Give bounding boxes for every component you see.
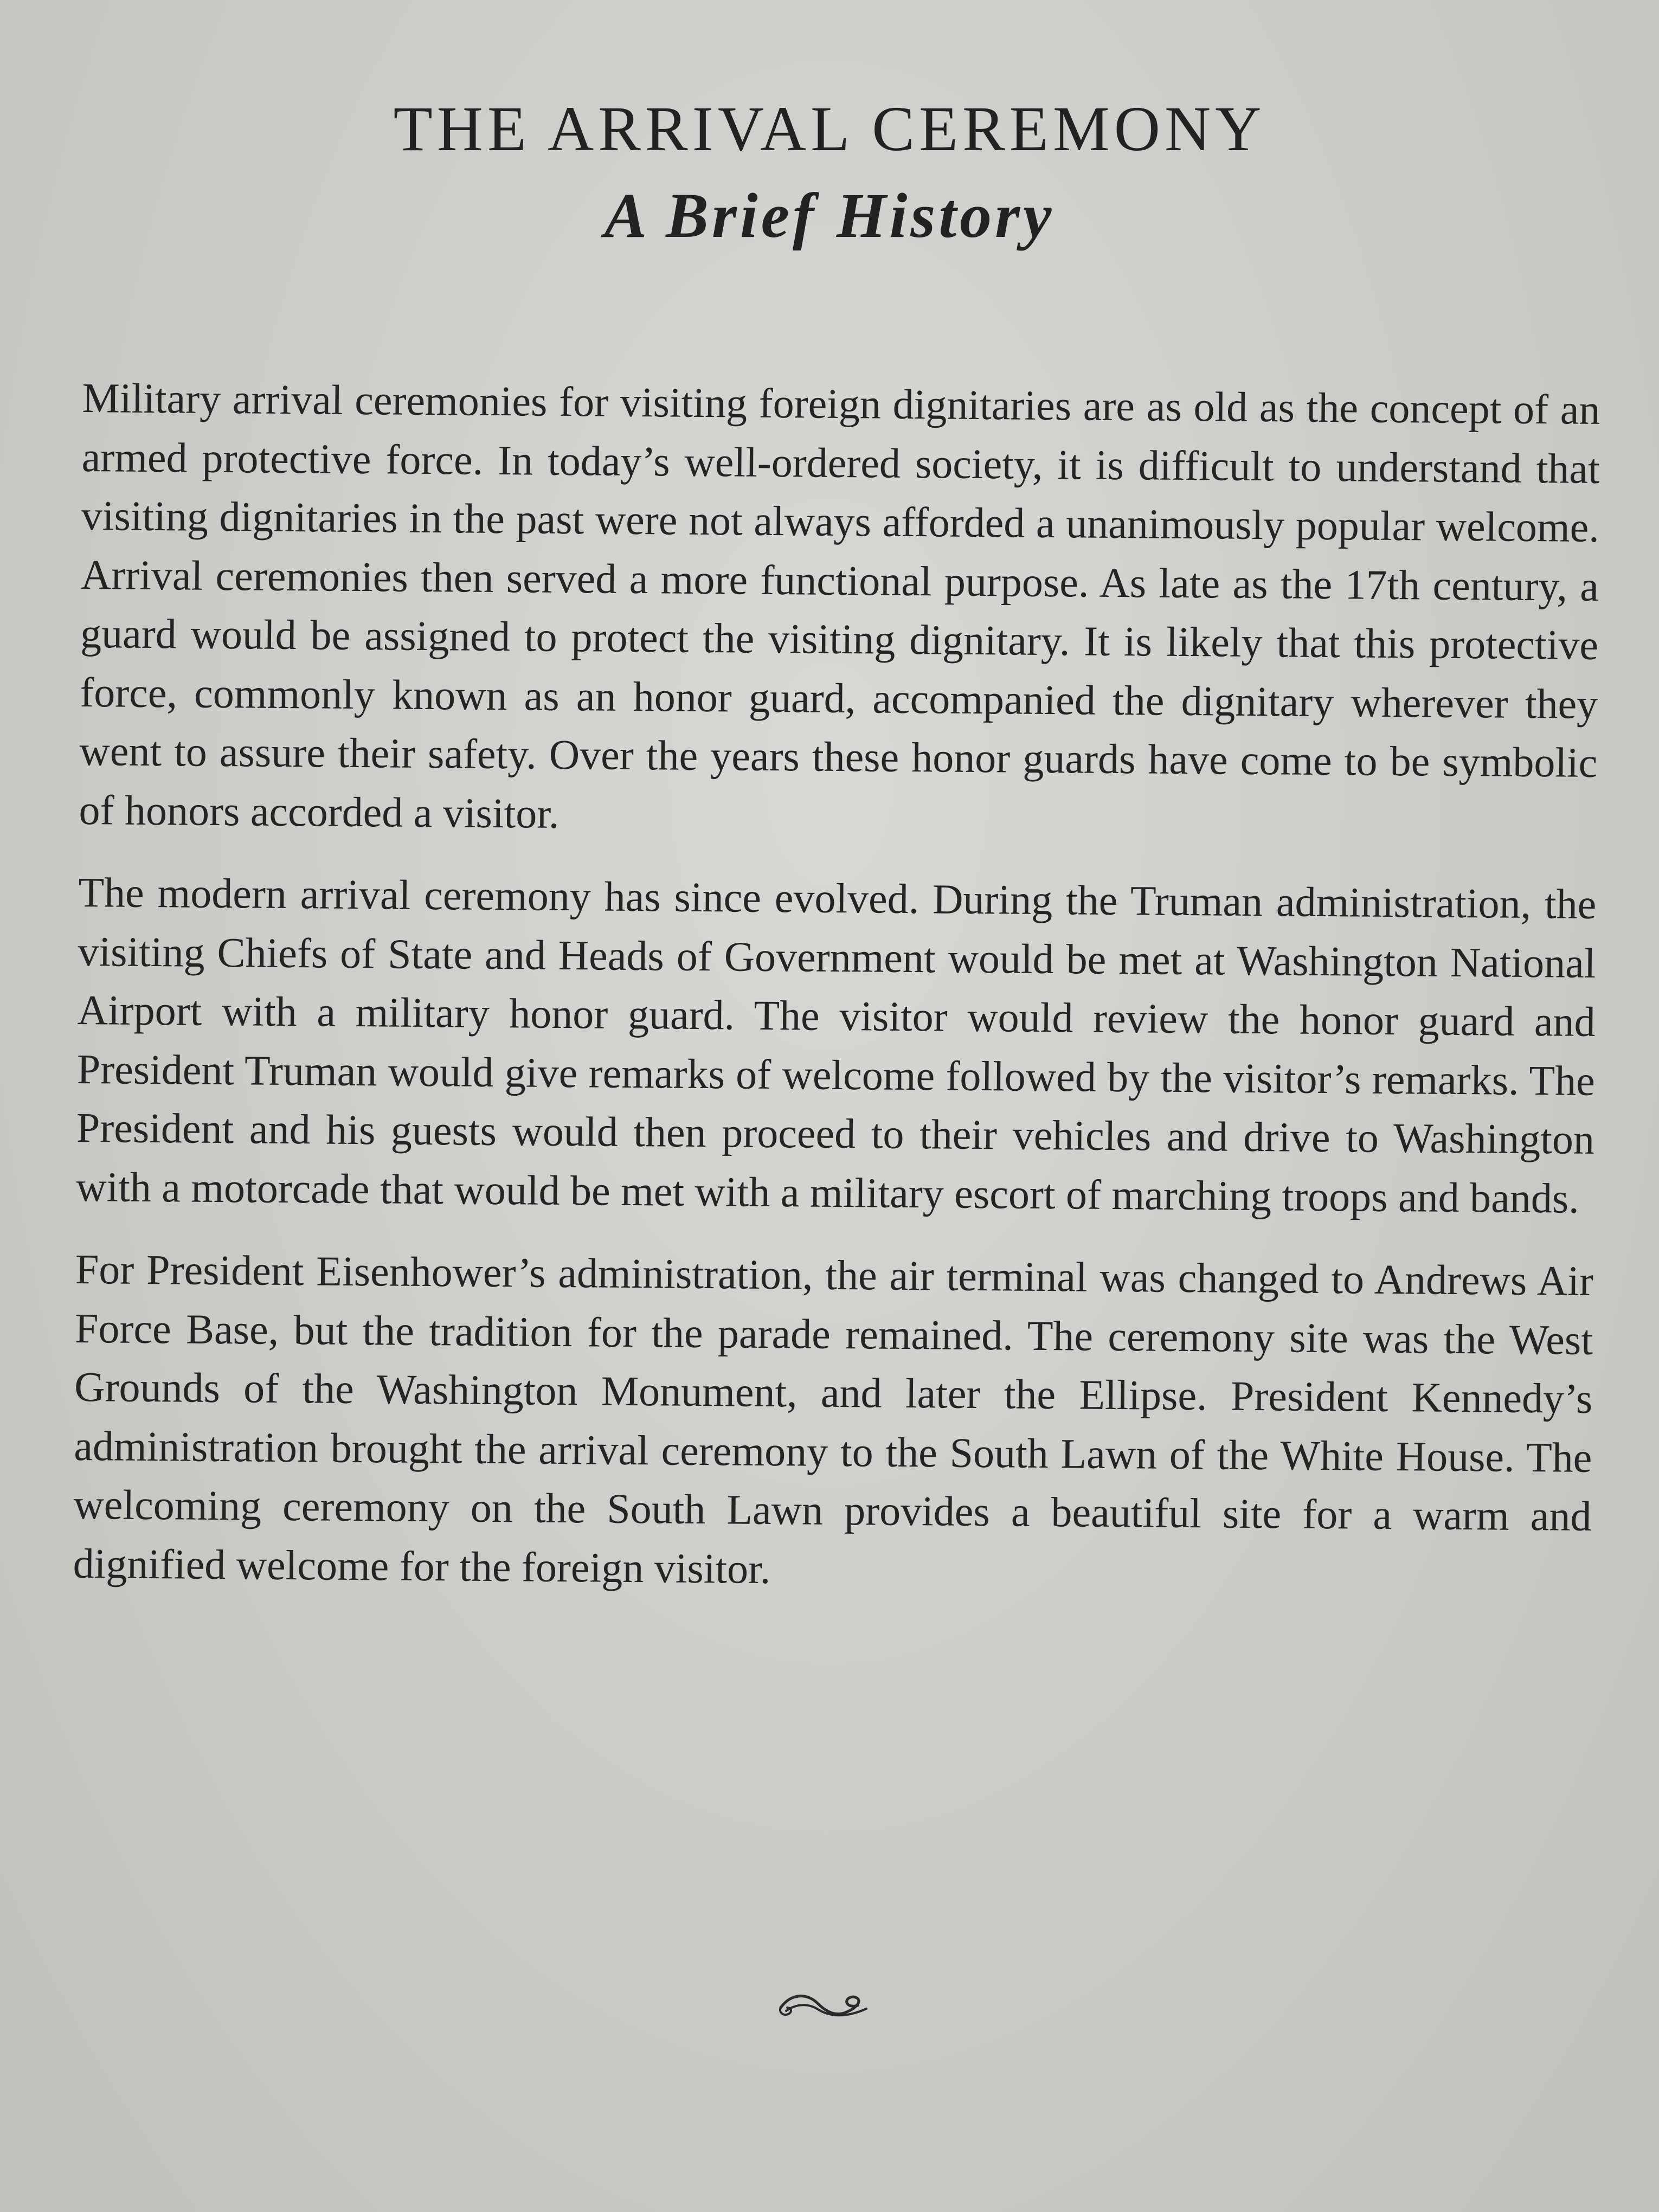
paragraph-2: The modern arrival ceremony has since evolved. During the Truman administration, the visiting Chiefs of State and Heads of Government would be met at Washington National Airport with a military honor guard. The visitor would review the honor guard and President Truman would give remarks of welcome followed by the visitor’s remarks. The President and his guests would then proceed to their vehicles and drive to Washington with a motorcade that would be met with a military escort of marching troops and bands.	[75, 868, 1597, 1222]
paragraph-1: Military arrival ceremonies for visiting foreign dignitaries are as old as the concept of an armed protective force. In today’s well-ordered society, it is difficult to understand that visiting dignitaries in the past were not always afforded a unanimously popular welcome. Arrival ceremonies then served a more functional purpose. As late as the 17th century, a guard would be assigned to protect the visiting dignitary. It is likely that this protective force, commonly known as an honor guard, accompanied the dignitary wherever they went to assure their safety. Over the years these honor guards have come to be symbolic of honors accorded a visitor.	[79, 374, 1600, 837]
body-text	[73, 369, 1600, 1629]
paragraph-3: For President Eisenhower’s administration, the air terminal was changed to Andrews Air Force Base, but the tradition for the parade remained. The ceremony site was the West Grounds of the Washington Monument, and later the Ellipse. President Kennedy’s administration brought the arrival ceremony to the South Lawn of the White House. The welcoming ceremony on the South Lawn provides a beautiful site for a warm and dignified welcome for the foreign visitor.	[73, 1245, 1594, 1592]
page-title: THE ARRIVAL CEREMONY	[393, 93, 1266, 164]
flourish-ornament-icon	[775, 1987, 873, 2025]
page-subtitle: A Brief History	[604, 180, 1055, 251]
